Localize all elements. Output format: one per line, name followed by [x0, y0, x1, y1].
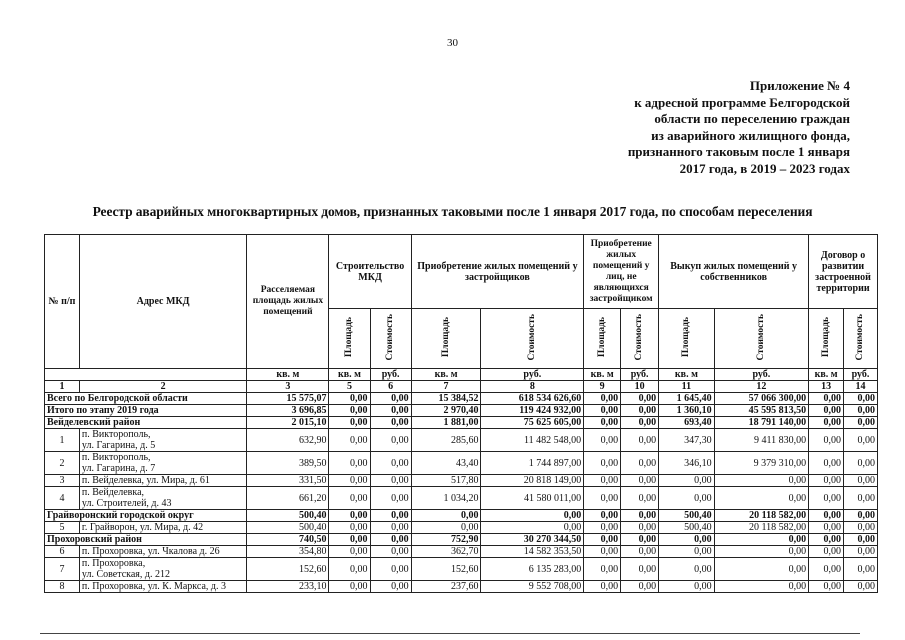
value-cell: 119 424 932,00 — [481, 405, 584, 417]
row-number: 4 — [45, 487, 80, 510]
appendix-line: признанного таковым после 1 января — [627, 144, 850, 160]
table-row — [45, 452, 878, 475]
address-line: ул. Советская, д. 212 — [81, 569, 170, 580]
value-cell: 0,00 — [370, 393, 411, 405]
value-cell: 661,20 — [247, 487, 329, 510]
value-cell: 0,00 — [584, 487, 621, 510]
address-cell — [79, 475, 246, 487]
value-cell: 0,00 — [411, 510, 481, 522]
value-cell: 15 575,07 — [247, 393, 329, 405]
value-cell: 0,00 — [809, 475, 844, 487]
value-cell: 0,00 — [621, 452, 659, 475]
value-cell: 0,00 — [370, 510, 411, 522]
value-cell: 0,00 — [329, 510, 370, 522]
table-row — [45, 475, 878, 487]
address-cell — [79, 452, 246, 475]
value-cell: 1 881,00 — [411, 417, 481, 429]
value-cell: 0,00 — [844, 522, 878, 534]
column-number: 2 — [79, 381, 246, 393]
subheader-cost — [481, 309, 584, 369]
row-number: 6 — [45, 546, 80, 558]
value-cell: 0,00 — [370, 546, 411, 558]
value-cell: 0,00 — [621, 581, 659, 593]
value-cell: 0,00 — [714, 475, 809, 487]
table-row — [45, 522, 878, 534]
value-cell: 0,00 — [844, 393, 878, 405]
value-cell: 389,50 — [247, 452, 329, 475]
value-cell: 9 411 830,00 — [714, 429, 809, 452]
value-cell: 331,50 — [247, 475, 329, 487]
value-cell: 1 360,10 — [659, 405, 714, 417]
value-cell: 0,00 — [844, 487, 878, 510]
value-cell: 0,00 — [844, 475, 878, 487]
value-cell: 0,00 — [370, 475, 411, 487]
value-cell: 9 552 708,00 — [481, 581, 584, 593]
row-number: 8 — [45, 581, 80, 593]
value-cell: 0,00 — [584, 393, 621, 405]
appendix-line: 2017 года, в 2019 – 2023 годах — [679, 160, 850, 176]
value-cell: 0,00 — [481, 510, 584, 522]
value-cell: 2 970,40 — [411, 405, 481, 417]
address-cell — [79, 429, 246, 452]
value-cell: 0,00 — [584, 405, 621, 417]
value-cell: 1 744 897,00 — [481, 452, 584, 475]
value-cell: 0,00 — [659, 581, 714, 593]
value-cell: 0,00 — [659, 487, 714, 510]
value-cell: 0,00 — [809, 510, 844, 522]
value-cell: 0,00 — [659, 475, 714, 487]
unit-cell: кв. м — [247, 369, 329, 381]
group-label: Грайворонский городской округ — [45, 510, 247, 522]
value-cell: 0,00 — [659, 558, 714, 581]
value-cell: 0,00 — [370, 522, 411, 534]
value-cell: 9 379 310,00 — [714, 452, 809, 475]
value-cell: 6 135 283,00 — [481, 558, 584, 581]
value-cell: 0,00 — [621, 417, 659, 429]
appendix-line: к адресной программе Белгородской — [634, 94, 850, 110]
header-buyout: Выкуп жилых помещений у собственников — [659, 235, 809, 309]
value-cell: 18 791 140,00 — [714, 417, 809, 429]
subheader-label: Площадь — [596, 316, 607, 358]
value-cell: 0,00 — [329, 522, 370, 534]
header-num: № п/п — [45, 235, 80, 369]
value-cell: 0,00 — [329, 417, 370, 429]
subheader-label: Площадь — [440, 316, 451, 358]
value-cell: 0,00 — [621, 546, 659, 558]
value-cell: 0,00 — [481, 522, 584, 534]
value-cell: 354,80 — [247, 546, 329, 558]
value-cell: 0,00 — [809, 452, 844, 475]
column-number: 14 — [844, 381, 878, 393]
subheader-area — [659, 309, 714, 369]
subheader-cost — [844, 309, 878, 369]
value-cell: 0,00 — [844, 581, 878, 593]
appendix-block — [560, 78, 850, 178]
value-cell: 500,40 — [659, 510, 714, 522]
column-number: 5 — [329, 381, 370, 393]
value-cell: 752,90 — [411, 534, 481, 546]
address-line: г. Грайворон, ул. Мира, д. 42 — [81, 522, 204, 533]
value-cell: 346,10 — [659, 452, 714, 475]
value-cell: 0,00 — [844, 546, 878, 558]
row-number: 2 — [45, 452, 80, 475]
address-line: п. Вейделевка, — [81, 487, 145, 498]
subheader-label: Стоимость — [634, 313, 645, 361]
appendix-line: Приложение № 4 — [749, 78, 850, 93]
subheader-label: Площадь — [344, 316, 354, 358]
header-agreement: Договор о развитии застроенной территории — [809, 235, 878, 309]
unit-cell: руб. — [370, 369, 411, 381]
unit-cell: кв. м — [584, 369, 621, 381]
value-cell: 0,00 — [844, 429, 878, 452]
subheader-cost — [621, 309, 659, 369]
value-cell: 500,40 — [659, 522, 714, 534]
value-cell: 0,00 — [621, 405, 659, 417]
value-cell: 0,00 — [844, 510, 878, 522]
value-cell: 0,00 — [329, 393, 370, 405]
table-row — [45, 429, 878, 452]
register-title: Реестр аварийных многоквартирных домов, признанных таковыми после 1 января 2017 года, по способам переселения — [92, 204, 813, 219]
header-address: Адрес МКД — [79, 235, 246, 369]
value-cell: 0,00 — [329, 429, 370, 452]
value-cell: 0,00 — [621, 522, 659, 534]
group-label: Всего по Белгородской области — [45, 393, 247, 405]
value-cell: 0,00 — [809, 581, 844, 593]
value-cell: 618 534 626,60 — [481, 393, 584, 405]
summary-row — [45, 393, 878, 405]
subheader-label: Площадь — [680, 316, 691, 358]
address-cell — [79, 558, 246, 581]
value-cell: 152,60 — [411, 558, 481, 581]
value-cell: 20 118 582,00 — [714, 510, 809, 522]
value-cell: 0,00 — [584, 510, 621, 522]
address-line: ул. Строителей, д. 43 — [81, 498, 172, 509]
value-cell: 0,00 — [411, 522, 481, 534]
value-cell: 0,00 — [370, 534, 411, 546]
summary-row — [45, 534, 878, 546]
units-blank — [45, 369, 247, 381]
summary-row — [45, 405, 878, 417]
value-cell: 0,00 — [370, 558, 411, 581]
value-cell: 0,00 — [584, 546, 621, 558]
subheader-label: Стоимость — [855, 313, 866, 361]
row-number: 7 — [45, 558, 80, 581]
value-cell: 1 034,20 — [411, 487, 481, 510]
subheader-area — [809, 309, 844, 369]
value-cell: 0,00 — [370, 405, 411, 417]
value-cell: 500,40 — [247, 522, 329, 534]
unit-cell: руб. — [481, 369, 584, 381]
value-cell: 0,00 — [809, 393, 844, 405]
value-cell: 0,00 — [370, 487, 411, 510]
value-cell: 0,00 — [329, 581, 370, 593]
value-cell: 693,40 — [659, 417, 714, 429]
value-cell: 237,60 — [411, 581, 481, 593]
subheader-area — [329, 309, 370, 369]
address-cell — [79, 522, 246, 534]
unit-cell: руб. — [621, 369, 659, 381]
value-cell: 0,00 — [844, 405, 878, 417]
column-number: 8 — [481, 381, 584, 393]
value-cell: 0,00 — [584, 417, 621, 429]
summary-row — [45, 510, 878, 522]
column-number: 11 — [659, 381, 714, 393]
column-number: 3 — [247, 381, 329, 393]
table-row — [45, 581, 878, 593]
register-table — [44, 234, 878, 593]
value-cell: 43,40 — [411, 452, 481, 475]
value-cell: 0,00 — [659, 534, 714, 546]
value-cell: 500,40 — [247, 510, 329, 522]
value-cell: 0,00 — [621, 558, 659, 581]
value-cell: 0,00 — [584, 534, 621, 546]
column-number: 10 — [621, 381, 659, 393]
value-cell: 0,00 — [714, 534, 809, 546]
column-number: 9 — [584, 381, 621, 393]
value-cell: 0,00 — [584, 522, 621, 534]
header-area: Расселяемая площадь жилых помещений — [247, 235, 329, 369]
value-cell: 632,90 — [247, 429, 329, 452]
value-cell: 0,00 — [809, 546, 844, 558]
subheader-label: Стоимость — [755, 313, 766, 361]
value-cell: 20 818 149,00 — [481, 475, 584, 487]
unit-cell: кв. м — [809, 369, 844, 381]
value-cell: 0,00 — [659, 546, 714, 558]
address-line: п. Прохоровка, ул. Чкалова д. 26 — [81, 546, 220, 557]
column-number: 7 — [411, 381, 481, 393]
value-cell: 3 696,85 — [247, 405, 329, 417]
header-purchase-others: Приобретение жилых помещений у лиц, не являющихся застройщиком — [584, 235, 659, 309]
address-line: п. Викторополь, — [81, 429, 151, 440]
value-cell: 0,00 — [621, 429, 659, 452]
value-cell: 0,00 — [621, 510, 659, 522]
group-label: Итого по этапу 2019 года — [45, 405, 247, 417]
page-number: 30 — [447, 37, 458, 49]
value-cell: 0,00 — [809, 429, 844, 452]
address-line: п. Вейделевка, ул. Мира, д. 61 — [81, 475, 210, 486]
unit-cell: кв. м — [329, 369, 370, 381]
value-cell: 0,00 — [844, 534, 878, 546]
value-cell: 0,00 — [329, 452, 370, 475]
value-cell: 0,00 — [329, 546, 370, 558]
address-cell — [79, 546, 246, 558]
unit-cell: кв. м — [659, 369, 714, 381]
value-cell: 0,00 — [844, 417, 878, 429]
unit-cell: руб. — [844, 369, 878, 381]
address-line: ул. Гагарина, д. 7 — [81, 463, 156, 474]
row-number: 1 — [45, 429, 80, 452]
column-number: 13 — [809, 381, 844, 393]
value-cell: 0,00 — [584, 452, 621, 475]
value-cell: 0,00 — [809, 487, 844, 510]
value-cell: 0,00 — [621, 534, 659, 546]
value-cell: 0,00 — [621, 475, 659, 487]
table-row — [45, 558, 878, 581]
address-line: п. Викторополь, — [81, 452, 151, 463]
header-purchase-developers: Приобретение жилых помещений у застройщиков — [411, 235, 584, 309]
column-number: 6 — [370, 381, 411, 393]
header-construction: Строительство МКД — [329, 235, 411, 309]
address-line: п. Прохоровка, — [81, 558, 146, 569]
value-cell: 0,00 — [584, 558, 621, 581]
value-cell: 11 482 548,00 — [481, 429, 584, 452]
value-cell: 14 582 353,50 — [481, 546, 584, 558]
value-cell: 0,00 — [370, 581, 411, 593]
subheader-label: Стоимость — [526, 313, 537, 361]
value-cell: 75 625 605,00 — [481, 417, 584, 429]
value-cell: 0,00 — [714, 558, 809, 581]
address-line: п. Прохоровка, ул. К. Маркса, д. 3 — [81, 581, 226, 592]
value-cell: 0,00 — [329, 558, 370, 581]
value-cell: 0,00 — [329, 405, 370, 417]
value-cell: 0,00 — [329, 487, 370, 510]
value-cell: 362,70 — [411, 546, 481, 558]
group-label: Прохоровский район — [45, 534, 247, 546]
value-cell: 0,00 — [844, 452, 878, 475]
address-cell — [79, 487, 246, 510]
value-cell: 2 015,10 — [247, 417, 329, 429]
summary-row — [45, 417, 878, 429]
table-row — [45, 546, 878, 558]
row-number: 5 — [45, 522, 80, 534]
value-cell: 45 595 813,50 — [714, 405, 809, 417]
value-cell: 285,60 — [411, 429, 481, 452]
subheader-label: Площадь — [820, 316, 831, 358]
value-cell: 20 118 582,00 — [714, 522, 809, 534]
value-cell: 0,00 — [809, 405, 844, 417]
value-cell: 0,00 — [329, 534, 370, 546]
subheader-label: Стоимость — [385, 313, 396, 361]
value-cell: 347,30 — [659, 429, 714, 452]
value-cell: 0,00 — [584, 475, 621, 487]
row-number: 3 — [45, 475, 80, 487]
value-cell: 152,60 — [247, 558, 329, 581]
value-cell: 0,00 — [329, 475, 370, 487]
value-cell: 0,00 — [621, 393, 659, 405]
group-label: Вейделевский район — [45, 417, 247, 429]
value-cell: 41 580 011,00 — [481, 487, 584, 510]
value-cell: 0,00 — [714, 487, 809, 510]
value-cell: 0,00 — [370, 417, 411, 429]
value-cell: 0,00 — [621, 487, 659, 510]
address-line: ул. Гагарина, д. 5 — [81, 440, 156, 451]
subheader-cost — [714, 309, 809, 369]
value-cell: 57 066 300,00 — [714, 393, 809, 405]
value-cell: 0,00 — [809, 417, 844, 429]
value-cell: 15 384,52 — [411, 393, 481, 405]
value-cell: 0,00 — [714, 581, 809, 593]
column-number: 1 — [45, 381, 80, 393]
appendix-line: из аварийного жилищного фонда, — [651, 127, 850, 143]
value-cell: 0,00 — [584, 581, 621, 593]
unit-cell: руб. — [714, 369, 809, 381]
value-cell: 0,00 — [370, 429, 411, 452]
value-cell: 0,00 — [714, 546, 809, 558]
value-cell: 0,00 — [584, 429, 621, 452]
value-cell: 0,00 — [809, 522, 844, 534]
column-number: 12 — [714, 381, 809, 393]
value-cell: 517,80 — [411, 475, 481, 487]
value-cell: 740,50 — [247, 534, 329, 546]
value-cell: 0,00 — [370, 452, 411, 475]
bottom-rule — [40, 633, 860, 634]
address-cell — [79, 581, 246, 593]
subheader-area — [411, 309, 481, 369]
value-cell: 233,10 — [247, 581, 329, 593]
value-cell: 0,00 — [844, 558, 878, 581]
value-cell: 0,00 — [809, 534, 844, 546]
table-row — [45, 487, 878, 510]
appendix-line: области по переселению граждан — [654, 111, 850, 127]
unit-cell: кв. м — [411, 369, 481, 381]
subheader-area — [584, 309, 621, 369]
value-cell: 30 270 344,50 — [481, 534, 584, 546]
value-cell: 0,00 — [809, 558, 844, 581]
value-cell: 1 645,40 — [659, 393, 714, 405]
subheader-cost — [370, 309, 411, 369]
